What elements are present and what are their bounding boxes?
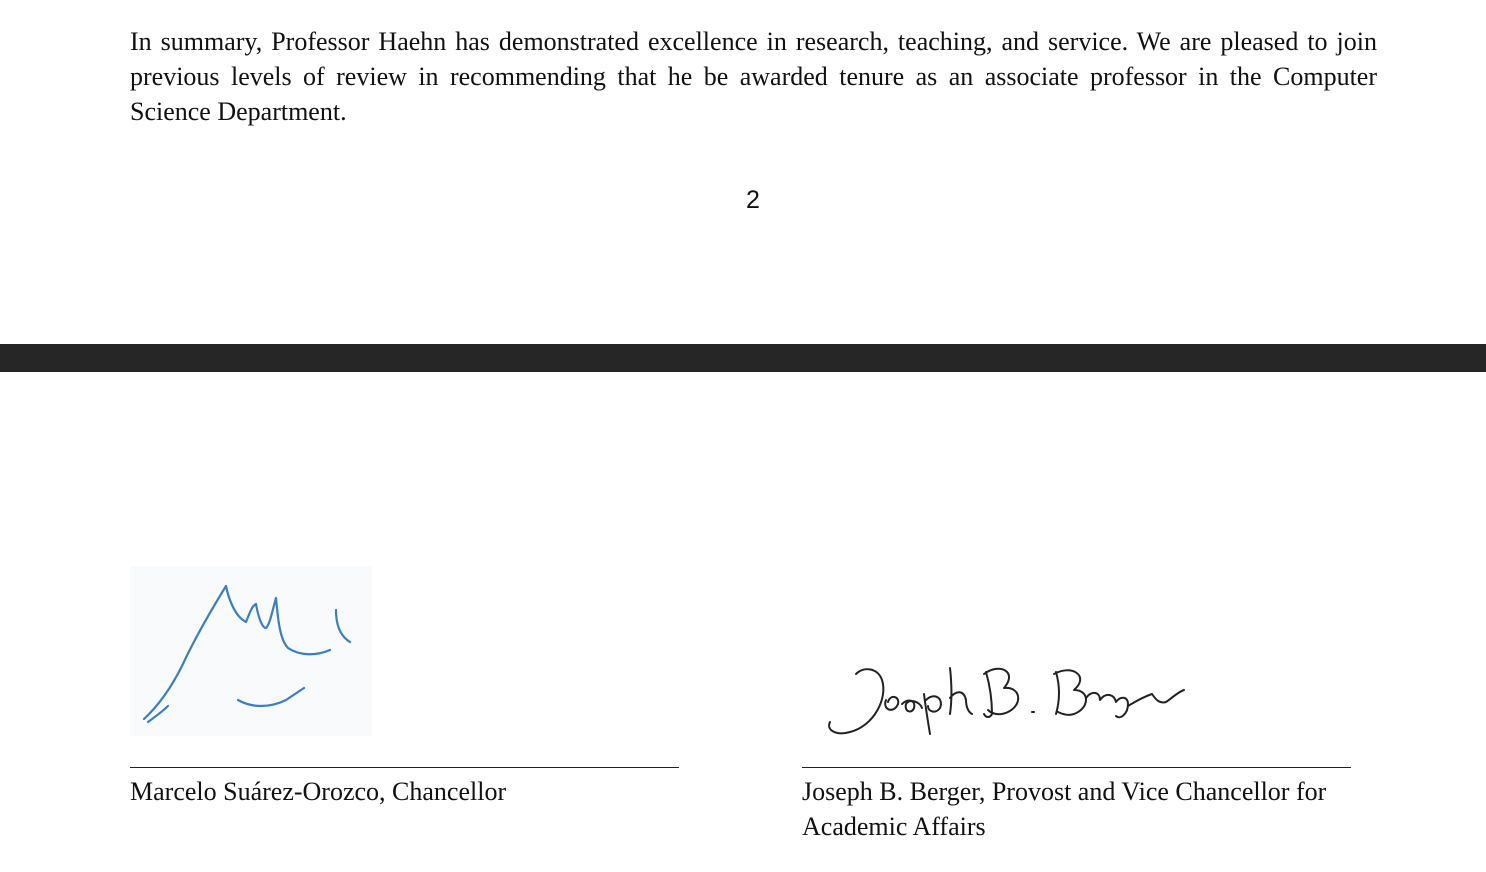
provost-signature-image	[824, 656, 1204, 746]
chancellor-signature-image	[130, 566, 372, 736]
signatory-name-title: Joseph B. Berger, Provost and Vice Chancellor for Academic Affairs	[802, 777, 1327, 841]
summary-paragraph: In summary, Professor Haehn has demonstrated excellence in research, teaching, and service. We are pleased to join previous levels of review in recommending that he be awarded tenure as an associate professor in the Computer Science Department.	[130, 27, 1377, 126]
signature-line	[130, 767, 679, 768]
page-separator	[0, 344, 1486, 372]
signature-line	[802, 767, 1351, 768]
page-number: 2	[746, 186, 760, 214]
signatory-name-title: Marcelo Suárez-Orozco, Chancellor	[130, 777, 507, 806]
